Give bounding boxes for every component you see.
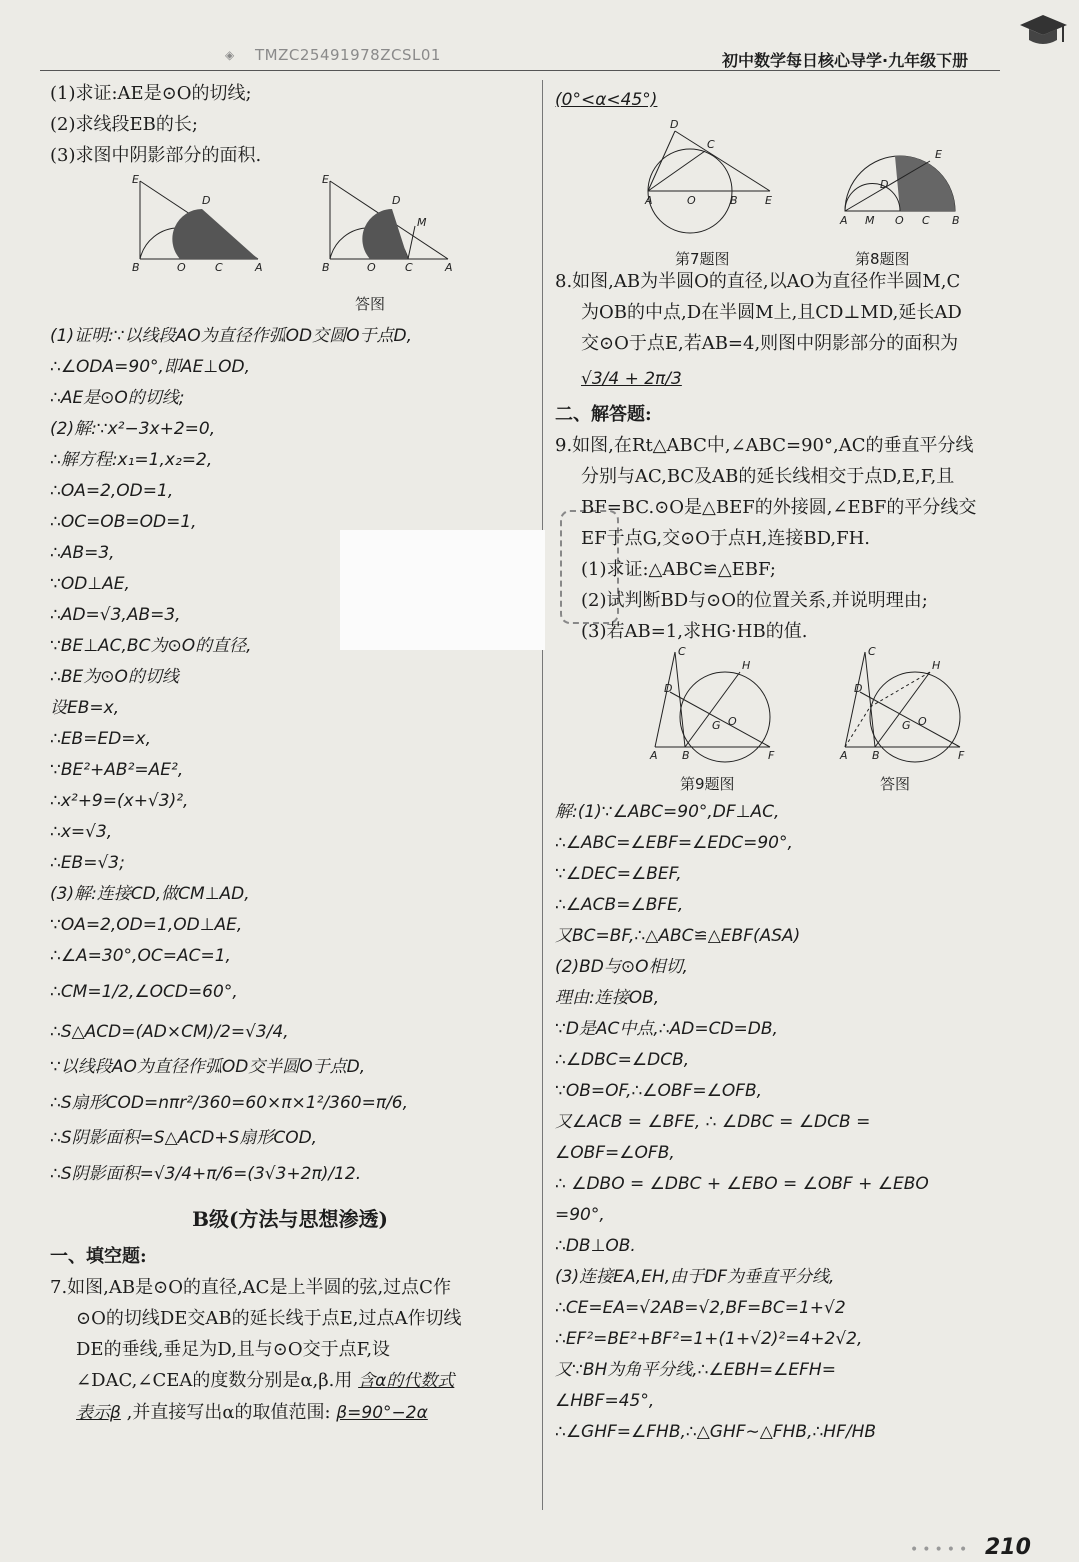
answer-blank: √3/4 + 2π/3 <box>581 369 682 389</box>
graduation-cap-icon <box>1015 10 1070 55</box>
solution-line: ∴∠ACB=∠BFE, <box>555 895 684 915</box>
svg-text:A: A <box>840 214 848 227</box>
question-text: ∠DAC,∠CEA的度数分别是α,β.用 <box>76 1370 353 1391</box>
solution-line: ∴解方程:x₁=1,x₂=2, <box>50 450 213 470</box>
svg-text:O: O <box>177 261 186 274</box>
solution-line: ∴x²+9=(x+√3)², <box>50 791 189 811</box>
svg-text:C: C <box>678 647 686 658</box>
svg-text:A: A <box>840 749 848 762</box>
svg-text:D: D <box>854 682 863 695</box>
solution-line: ∴DB⊥OB. <box>555 1236 636 1256</box>
question-line: 分别与AC,BC及AB的延长线相交于点D,E,F,且 <box>581 466 955 487</box>
solution-line: 又∵BH为角平分线,∴∠EBH=∠EFH= <box>555 1360 836 1380</box>
svg-text:E: E <box>765 194 772 207</box>
solution-line: ∴OA=2,OD=1, <box>50 481 174 501</box>
solution-line: ∵BE⊥AC,BC为⊙O的直径, <box>50 636 252 656</box>
diamond-icon: ◈ <box>225 48 235 62</box>
svg-text:D: D <box>670 118 679 131</box>
svg-text:C: C <box>405 261 413 274</box>
solution-line: ∴S△ACD=(AD×CM)/2=√3/4, <box>50 1022 289 1042</box>
question-line: DE的垂线,垂足为D,且与⊙O交于点F,设 <box>76 1339 391 1360</box>
figure-caption: 第8题图 <box>855 250 910 268</box>
answer-blank: β=90°−2α <box>336 1403 428 1423</box>
svg-text:A: A <box>255 261 263 274</box>
solution-line: ∵D是AC中点,∴AD=CD=DB, <box>555 1019 778 1039</box>
figure-q9 <box>555 647 1045 797</box>
svg-text:C: C <box>215 261 223 274</box>
svg-text:B: B <box>872 749 880 762</box>
page-dots: ••••• <box>910 1542 972 1558</box>
solution-line: ∴OC=OB=OD=1, <box>50 512 197 532</box>
solution-line: ∠HBF=45°, <box>555 1391 655 1411</box>
question-line <box>50 1365 530 1397</box>
answer-blank: 含α的代数式 <box>358 1371 455 1391</box>
solution-line: 设EB=x, <box>50 698 120 718</box>
figure-q7-q8 <box>555 116 1045 266</box>
svg-text:A: A <box>645 194 653 207</box>
solution-line: ∵OB=OF,∴∠OBF=∠OFB, <box>555 1081 763 1101</box>
book-code: TMZC25491978ZCSL01 <box>255 46 441 64</box>
solution-line: ∵OA=2,OD=1,OD⊥AE, <box>50 915 243 935</box>
solution-line: ∵∠DEC=∠BEF, <box>555 864 682 884</box>
question-line: (2)试判断BD与⊙O的位置关系,并说明理由; <box>581 590 928 611</box>
solution-line: (2)解:∵x²−3x+2=0, <box>50 419 216 439</box>
solution-line: 理由:连接OB, <box>555 988 660 1008</box>
column-divider <box>542 80 543 1510</box>
svg-text:O: O <box>687 194 696 207</box>
svg-text:B: B <box>730 194 738 207</box>
question-text: ,并直接写出α的取值范围: <box>126 1402 331 1423</box>
solution-line: ∴∠DBC=∠DCB, <box>555 1050 690 1070</box>
question-line: (2)求线段EB的长; <box>50 114 198 135</box>
solution-line: 又∠ACB = ∠BFE, ∴ ∠DBC = ∠DCB = <box>555 1112 871 1132</box>
figure-caption: 第7题图 <box>675 250 730 268</box>
solution-line: ∠OBF=∠OFB, <box>555 1143 675 1163</box>
figure-caption: 答图 <box>355 295 386 313</box>
question-line: (1)求证:△ABC≌△EBF; <box>581 559 776 580</box>
solution-line: ∴x=√3, <box>50 822 113 842</box>
solution-line: ∴S阴影面积=√3/4+π/6=(3√3+2π)/12. <box>50 1164 362 1184</box>
figure-caption: 第9题图 <box>680 775 735 793</box>
figure-caption: 答图 <box>880 775 911 793</box>
page-header <box>40 40 1040 74</box>
solution-line: ∵以线段AO为直径作弧OD交半圆O于点D, <box>50 1057 366 1077</box>
svg-text:C: C <box>707 138 715 151</box>
svg-text:B: B <box>952 214 960 227</box>
svg-text:C: C <box>922 214 930 227</box>
question-line: 为OB的中点,D在半圆M上,且CD⊥MD,延长AD <box>581 302 962 323</box>
geometry-figure <box>555 647 1035 797</box>
book-title: 初中数学每日核心导学·九年级下册 <box>722 51 969 70</box>
svg-text:D: D <box>202 194 211 207</box>
svg-text:H: H <box>932 659 941 672</box>
solution-line: ∴EF²=BE²+BF²=1+(1+√2)²=4+2√2, <box>555 1329 863 1349</box>
question-line: ⊙O的切线DE交AB的延长线于点E,过点A作切线 <box>76 1308 462 1329</box>
solution-line: ∴BE为⊙O的切线 <box>50 667 179 687</box>
svg-text:B: B <box>322 261 330 274</box>
svg-text:B: B <box>682 749 690 762</box>
solution-line: ∴ ∠DBO = ∠DBC + ∠EBO = ∠OBF + ∠EBO <box>555 1174 929 1194</box>
solution-line: ∴∠GHF=∠FHB,∴△GHF∼△FHB,∴HF/HB <box>555 1422 877 1442</box>
svg-text:M: M <box>417 216 427 229</box>
geometry-figure <box>50 171 530 321</box>
svg-text:O: O <box>895 214 904 227</box>
solution-line: ∴CM=1/2,∠OCD=60°, <box>50 982 238 1002</box>
question-line: 交⊙O于点E,若AB=4,则图中阴影部分的面积为 <box>581 333 959 354</box>
solution-line: ∵BE²+AB²=AE², <box>50 760 184 780</box>
erased-region <box>340 530 545 650</box>
solution-line: ∴EB=ED=x, <box>50 729 152 749</box>
solution-line: ∴∠ODA=90°,即AE⊥OD, <box>50 357 250 377</box>
fill-in-heading: 一、填空题: <box>50 1246 147 1267</box>
solution-line: (3)连接EA,EH,由于DF为垂直平分线, <box>555 1267 835 1287</box>
solution-line: ∵OD⊥AE, <box>50 574 130 594</box>
solution-line: =90°, <box>555 1205 605 1225</box>
right-column <box>555 85 1045 1448</box>
svg-text:A: A <box>650 749 658 762</box>
solution-line: ∴AD=√3,AB=3, <box>50 605 181 625</box>
svg-text:O: O <box>728 715 737 728</box>
svg-text:D: D <box>880 178 889 191</box>
solution-line: 解:(1)∵∠ABC=90°,DF⊥AC, <box>555 802 780 822</box>
solution-line: (2)BD与⊙O相切, <box>555 957 688 977</box>
svg-text:F: F <box>958 749 965 762</box>
figure-q6 <box>50 171 530 321</box>
solution-line: ∴CE=EA=√2AB=√2,BF=BC=1+√2 <box>555 1298 846 1318</box>
question-line: 7.如图,AB是⊙O的直径,AC是上半圆的弦,过点C作 <box>50 1277 451 1298</box>
solution-line: ∴∠A=30°,OC=AC=1, <box>50 946 231 966</box>
left-column <box>50 78 530 1429</box>
svg-text:B: B <box>132 261 140 274</box>
question-line: (3)若AB=1,求HG·HB的值. <box>581 621 808 642</box>
section-heading: 二、解答题: <box>555 404 652 425</box>
solution-line: (3)解:连接CD,做CM⊥AD, <box>50 884 250 904</box>
answer-blank: 表示β <box>76 1403 121 1423</box>
question-line: EF于点G,交⊙O于点H,连接BD,FH. <box>581 528 870 549</box>
question-line <box>50 1397 530 1429</box>
solution-line: ∴AE是⊙O的切线; <box>50 388 185 408</box>
svg-text:O: O <box>918 715 927 728</box>
svg-text:E: E <box>132 173 139 186</box>
solution-line: (1)证明:∵以线段AO为直径作弧OD交圆O于点D, <box>50 326 412 346</box>
question-line: 8.如图,AB为半圆O的直径,以AO为直径作半圆M,C <box>555 271 961 292</box>
solution-line: 又BC=BF,∴△ABC≌△EBF(ASA) <box>555 926 801 946</box>
solution-line: ∴EB=√3; <box>50 853 125 873</box>
svg-text:D: D <box>392 194 401 207</box>
question-line: BF=BC.⊙O是△BEF的外接圆,∠EBF的平分线交 <box>581 497 977 518</box>
svg-text:E: E <box>935 148 942 161</box>
svg-text:H: H <box>742 659 751 672</box>
question-line: (3)求图中阴影部分的面积. <box>50 145 262 166</box>
svg-text:C: C <box>868 647 876 658</box>
svg-text:G: G <box>712 719 721 732</box>
solution-line: ∴S阴影面积=S△ACD+S扇形COD, <box>50 1128 318 1148</box>
svg-text:A: A <box>445 261 453 274</box>
svg-text:O: O <box>367 261 376 274</box>
answer-blank: (0°<α<45°) <box>555 90 658 110</box>
question-line: 9.如图,在Rt△ABC中,∠ABC=90°,AC的垂直平分线 <box>555 435 974 456</box>
svg-text:E: E <box>322 173 329 186</box>
svg-text:G: G <box>902 719 911 732</box>
section-title: B级(方法与思想渗透) <box>192 1207 388 1231</box>
page-number: 210 <box>985 1535 1031 1560</box>
solution-line: ∴AB=3, <box>50 543 115 563</box>
geometry-figure <box>555 116 1035 266</box>
question-line: (1)求证:AE是⊙O的切线; <box>50 83 252 104</box>
header-rule <box>40 70 1000 71</box>
svg-text:F: F <box>768 749 775 762</box>
solution-line: ∴S扇形COD=nπr²/360=60×π×1²/360=π/6, <box>50 1093 409 1113</box>
svg-text:M: M <box>865 214 875 227</box>
solution-line: ∴∠ABC=∠EBF=∠EDC=90°, <box>555 833 793 853</box>
svg-text:D: D <box>664 682 673 695</box>
